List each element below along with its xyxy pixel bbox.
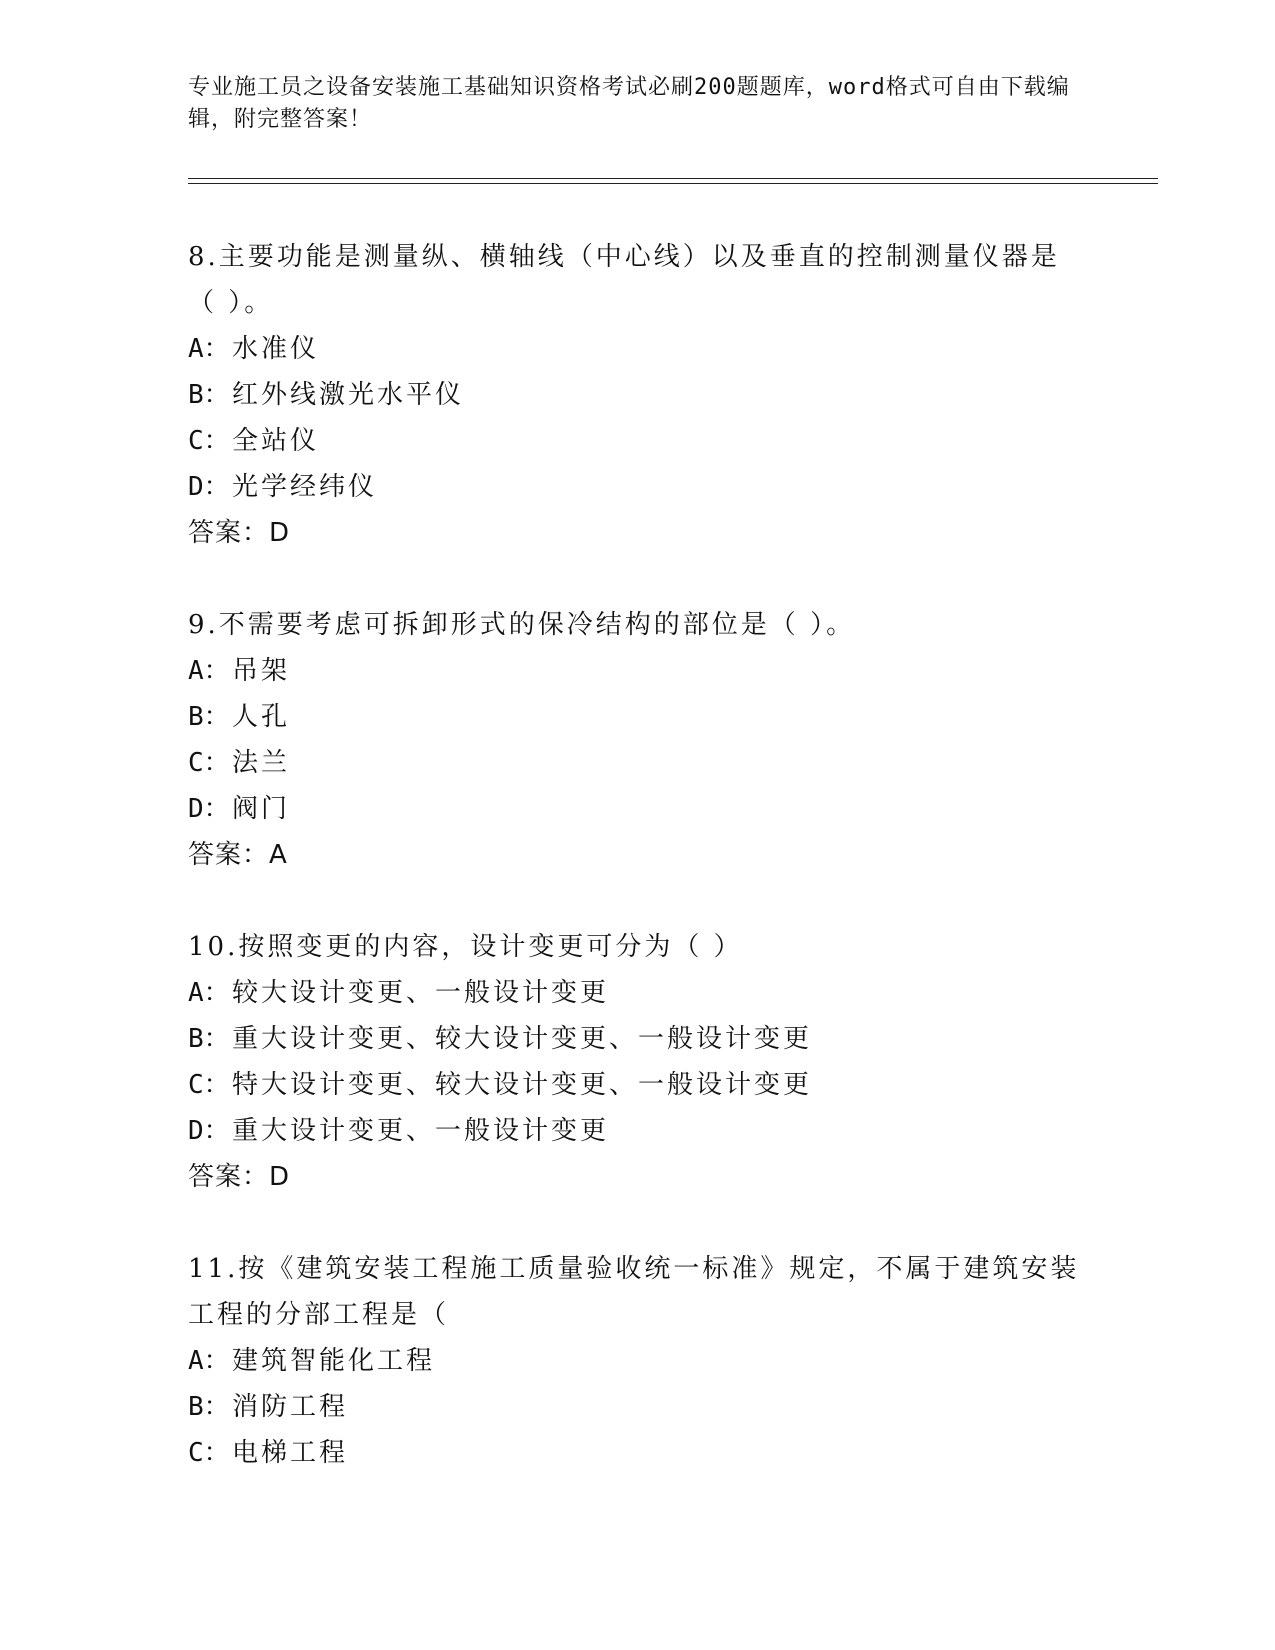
answer-line: 答案：D: [188, 1162, 291, 1192]
option-b: [188, 1016, 1088, 1062]
option-d: [188, 786, 1088, 832]
option-c: [188, 1430, 1088, 1476]
answer-line: 答案：A: [188, 840, 288, 870]
option-a: [188, 970, 1088, 1016]
option-key: A：: [188, 1346, 230, 1376]
question-item: [188, 602, 1088, 878]
question-item: [188, 234, 1088, 556]
option-key: D：: [188, 472, 230, 502]
question-text: 8.主要功能是测量纵、横轴线（中心线）以及垂直的控制测量仪器是（ ）。: [188, 242, 1060, 318]
option-key: C：: [188, 748, 230, 778]
option-text: 水准仪: [232, 334, 320, 364]
option-key: D：: [188, 1116, 230, 1146]
question-list: [188, 234, 1088, 1522]
option-a: [188, 1338, 1088, 1384]
header-divider-top: [188, 178, 1158, 179]
option-text: 消防工程: [232, 1392, 349, 1422]
option-key: A：: [188, 334, 230, 364]
header-divider-bottom: [188, 183, 1158, 184]
option-text: 吊架: [232, 656, 291, 686]
option-d: [188, 464, 1088, 510]
option-b: [188, 372, 1088, 418]
option-text: 光学经纬仪: [232, 472, 378, 502]
option-text: 电梯工程: [232, 1438, 349, 1468]
option-key: A：: [188, 656, 230, 686]
option-text: 重大设计变更、较大设计变更、一般设计变更: [232, 1024, 813, 1054]
option-text: 全站仪: [232, 426, 320, 456]
option-key: B：: [188, 1024, 230, 1054]
option-text: 重大设计变更、一般设计变更: [232, 1116, 610, 1146]
question-item: [188, 1246, 1088, 1476]
option-text: 特大设计变更、较大设计变更、一般设计变更: [232, 1070, 813, 1100]
option-a: [188, 648, 1088, 694]
option-key: B：: [188, 380, 230, 410]
question-item: [188, 924, 1088, 1200]
option-key: C：: [188, 1438, 230, 1468]
option-c: [188, 740, 1088, 786]
question-text: 10.按照变更的内容，设计变更可分为（ ）: [188, 932, 743, 962]
option-text: 法兰: [232, 748, 291, 778]
option-key: C：: [188, 426, 230, 456]
option-key: A：: [188, 978, 230, 1008]
option-c: [188, 1062, 1088, 1108]
option-text: 较大设计变更、一般设计变更: [232, 978, 610, 1008]
option-key: B：: [188, 1392, 230, 1422]
option-text: 红外线激光水平仪: [232, 380, 465, 410]
option-key: C：: [188, 1070, 230, 1100]
question-text: 9.不需要考虑可拆卸形式的保冷结构的部位是（ ）。: [188, 610, 856, 640]
option-text: 人孔: [232, 702, 291, 732]
option-a: [188, 326, 1088, 372]
option-c: [188, 418, 1088, 464]
option-b: [188, 1384, 1088, 1430]
option-key: B：: [188, 702, 230, 732]
option-key: D：: [188, 794, 230, 824]
option-d: [188, 1108, 1088, 1154]
option-text: 阀门: [232, 794, 291, 824]
question-text: 11.按《建筑安装工程施工质量验收统一标准》规定，不属于建筑安装工程的分部工程是（: [188, 1254, 1080, 1330]
document-header: 专业施工员之设备安装施工基础知识资格考试必刷200题题库，word格式可自由下载编辑，附完整答案！: [188, 75, 1070, 132]
option-text: 建筑智能化工程: [232, 1346, 436, 1376]
answer-line: 答案：D: [188, 518, 291, 548]
option-b: [188, 694, 1088, 740]
